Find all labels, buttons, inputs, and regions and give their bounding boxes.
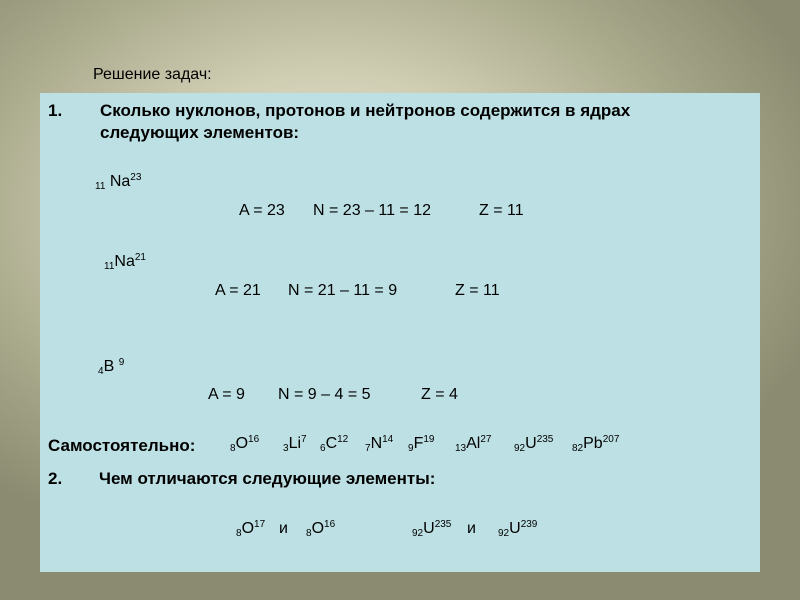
mass-number: 16 [324, 519, 336, 530]
mass-number: 14 [382, 434, 394, 445]
atomic-number: 13 [455, 443, 467, 454]
atomic-number: 8 [236, 528, 242, 539]
question-2-text: Чем отличаются следующие элементы: [99, 469, 436, 488]
question-1-line-2: следующих элементов: [100, 123, 300, 142]
mass-number: 21 [134, 252, 146, 263]
self-study-nuclide-c12 [320, 435, 348, 453]
mass-number: 12 [337, 434, 349, 445]
element-symbol: Na [114, 253, 135, 270]
example-3-protons: Z = 4 [421, 386, 458, 403]
self-study-nuclide-pb207 [572, 435, 619, 453]
element-symbol: U [509, 520, 521, 537]
element-symbol: O [235, 435, 249, 452]
self-study-label: Самостоятельно: [48, 436, 196, 455]
element-symbol: Na [109, 173, 131, 190]
question-1-number: 1. [48, 101, 63, 120]
element-symbol: U [525, 435, 537, 452]
mass-number: 235 [536, 434, 554, 445]
atomic-number: 8 [230, 443, 236, 454]
example-3-mass-number: A = 9 [208, 386, 245, 403]
example-1-protons: Z = 11 [479, 202, 524, 219]
example-2-protons: Z = 11 [455, 282, 500, 299]
example-2-neutrons: N = 21 – 11 = 9 [288, 282, 398, 299]
pair-2-conjunction: и [467, 520, 476, 537]
example-1-nuclide [95, 173, 141, 191]
self-study-nuclide-f19 [408, 435, 434, 453]
element-symbol: O [241, 520, 255, 537]
mass-number: 27 [480, 434, 492, 445]
question-1-line-1: Сколько нуклонов, протонов и нейтронов содержится в ядрах [100, 101, 631, 120]
mass-number: 17 [254, 519, 266, 530]
example-1-mass-number: A = 23 [239, 202, 285, 219]
mass-number: 16 [248, 434, 260, 445]
atomic-number: 92 [412, 528, 424, 539]
example-2-mass-number: A = 21 [215, 282, 261, 299]
atomic-number: 4 [98, 366, 104, 377]
atomic-number: 3 [283, 443, 289, 454]
element-symbol: C [325, 435, 338, 452]
mass-number: 239 [520, 519, 538, 530]
atomic-number: 6 [320, 443, 326, 454]
atomic-number: 11 [95, 181, 106, 192]
atomic-number: 92 [498, 528, 510, 539]
element-symbol: B [103, 358, 115, 375]
self-study-nuclide-u235 [514, 435, 553, 453]
pair-2-second [498, 520, 537, 538]
question-2-number: 2. [48, 469, 63, 488]
element-symbol: Pb [583, 435, 603, 452]
pair-1-second [306, 520, 335, 538]
content-panel [40, 93, 760, 572]
atomic-number: 92 [514, 443, 526, 454]
mass-number: 235 [434, 519, 452, 530]
atomic-number: 8 [306, 528, 312, 539]
mass-number: 19 [423, 434, 435, 445]
example-3-nuclide [98, 358, 124, 376]
pair-1-conjunction: и [279, 520, 288, 537]
atomic-number: 7 [365, 443, 371, 454]
element-symbol: U [423, 520, 435, 537]
atomic-number: 82 [572, 443, 584, 454]
element-symbol: O [311, 520, 325, 537]
element-symbol: Al [466, 435, 481, 452]
mass-number: 7 [301, 434, 307, 445]
atomic-number: 9 [408, 443, 414, 454]
example-1-neutrons: N = 23 – 11 = 12 [313, 202, 432, 219]
self-study-nuclide-al27 [455, 435, 491, 453]
self-study-nuclide-li7 [283, 435, 307, 453]
pair-1-first [236, 520, 265, 538]
self-study-nuclide-o16 [230, 435, 259, 453]
element-symbol: N [370, 435, 383, 452]
element-symbol: Li [288, 435, 302, 452]
self-study-nuclide-n14 [365, 435, 393, 453]
element-symbol: F [413, 435, 424, 452]
slide-heading: Решение задач: [93, 66, 212, 83]
example-3-neutrons: N = 9 – 4 = 5 [278, 386, 371, 403]
atomic-number: 11 [104, 261, 115, 272]
mass-number: 207 [602, 434, 620, 445]
pair-2-first [412, 520, 451, 538]
mass-number: 9 [118, 357, 125, 368]
example-2-nuclide [104, 253, 146, 271]
mass-number: 23 [130, 172, 142, 183]
